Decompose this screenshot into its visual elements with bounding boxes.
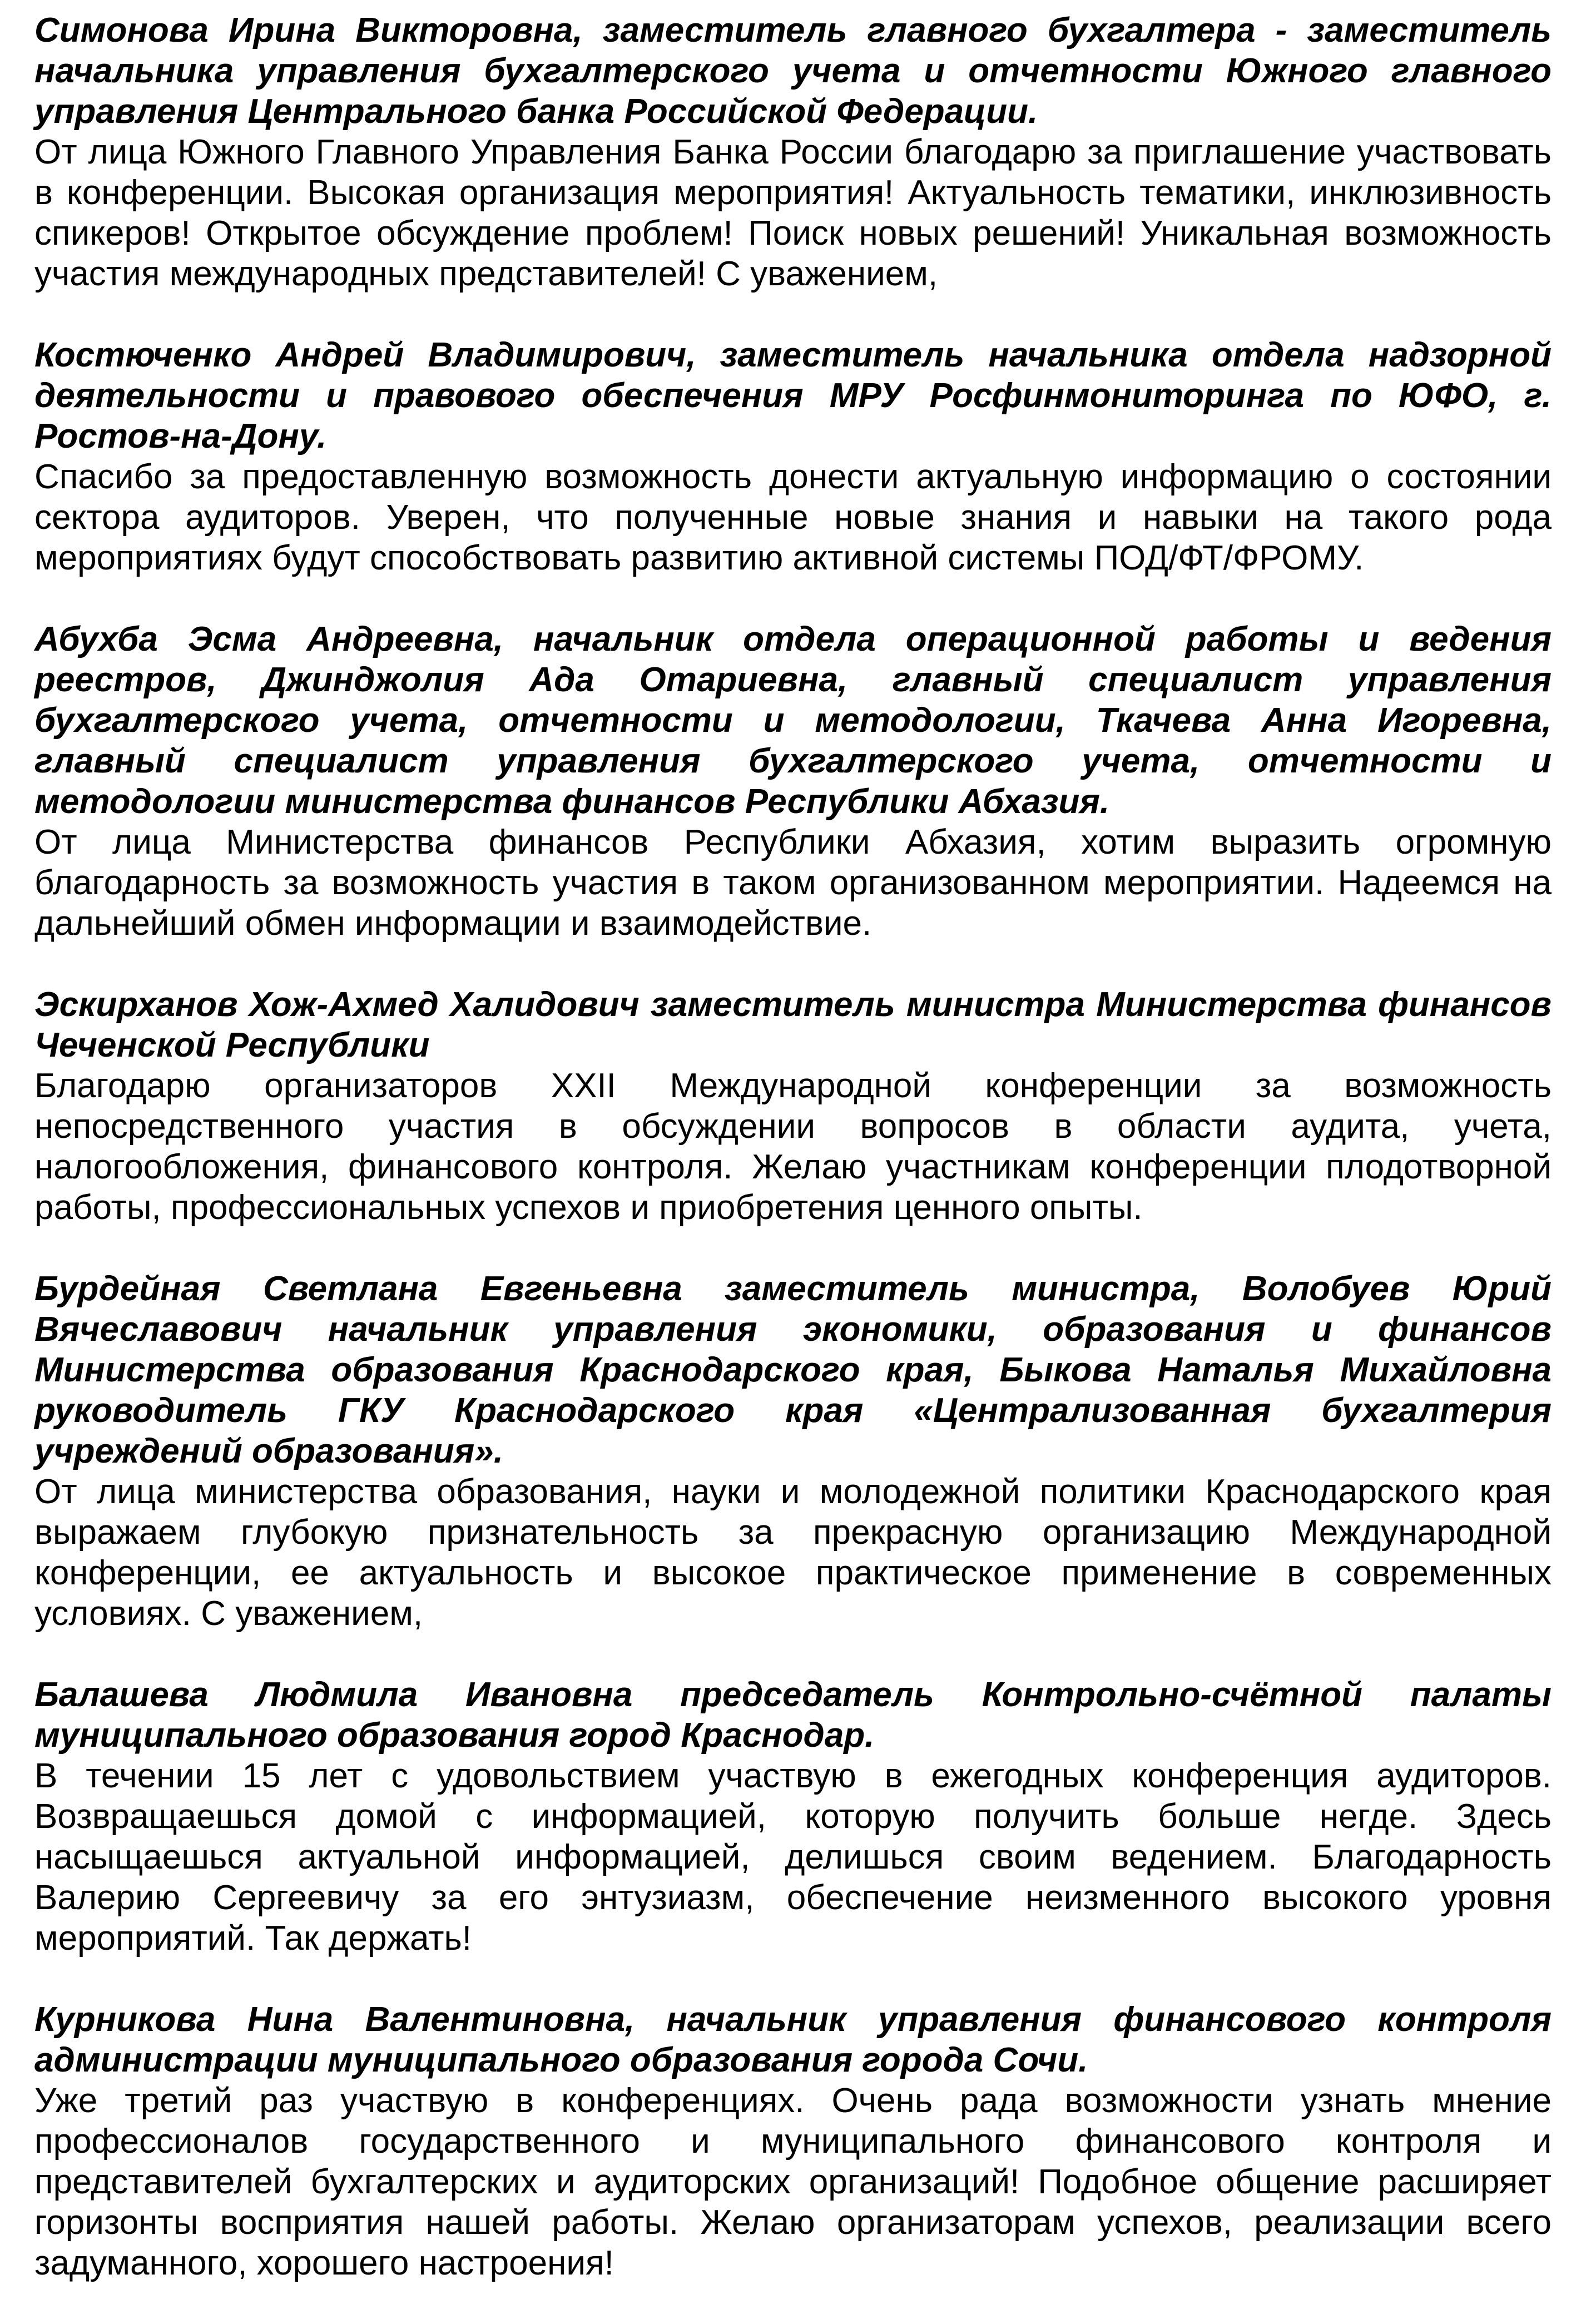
feedback-entry [34, 335, 1552, 578]
entry-text: От лица министерства образования, науки и молодежной политики Краснодарского края выражаем глубокую признательность за прекрасную организацию Международной конференции, ее актуальность и высокое практическое применение в современных условиях. С уважением, [34, 1473, 1552, 1633]
entry-text: В течении 15 лет с удовольствием участвую в ежегодных конференция аудиторов. Возвращаешься домой с информацией, которую получить больше негде. Здесь насыщаешься актуальной информацией, делишься своим ведением. Благодарность Валерию Сергеевичу за его энтузиазм, обеспечение неизменного высокого уровня мероприятий. Так держать! [34, 1757, 1552, 1958]
entry-text: Спасибо за предоставленную возможность донести актуальную информацию о состоянии сектора аудиторов. Уверен, что полученные новые знания и навыки на такого рода мероприятиях будут способствовать развитию активной системы ПОД/ФТ/ФРОМУ. [34, 458, 1552, 577]
entry-author: Балашева Людмила Ивановна председатель Контрольно-счётной палаты муниципального образования город Краснодар. [34, 1676, 1552, 1755]
feedback-entry [34, 1674, 1552, 1959]
entry-text: От лица Южного Главного Управления Банка России благодарю за приглашение участвовать в конференции. Высокая организация мероприятия! Актуальность тематики, инклюзивность спикеров! Открытое обсуждение проблем! Поиск новых решений! Уникальная возможность участия международных представителей! С уважением, [34, 133, 1552, 293]
feedback-entry [34, 10, 1552, 294]
feedback-entry [34, 619, 1552, 944]
entry-author: Костюченко Андрей Владимирович, заместитель начальника отдела надзорной деятельности и правового обеспечения МРУ Росфинмониторинга по ЮФО, г. Ростов-на-Дону. [34, 336, 1552, 455]
entry-text: Благодарю организаторов XXII Международной конференции за возможность непосредственного участия в обсуждении вопросов в области аудита, учета, налогообложения, финансового контроля. Желаю участникам конференции плодотворной работы, профессиональных успехов и приобретения ценного опыты. [34, 1067, 1552, 1227]
entry-author: Эскирханов Хож-Ахмед Халидович заместитель министра Министерства финансов Чеченской Республики [34, 985, 1552, 1064]
feedback-entry [34, 1268, 1552, 1634]
entry-author: Абухба Эсма Андреевна, начальник отдела операционной работы и ведения реестров, Джинджолия Ада Отариевна, главный специалист управления бухгалтерского учета, отчетности и методологии, Ткачева Анна Игоревна, главный специалист управления бухгалтерского учета, отчетности и методологии министерства финансов Республики Абхазия. [34, 620, 1552, 821]
feedback-entry [34, 984, 1552, 1228]
entry-text: От лица Министерства финансов Республики Абхазия, хотим выразить огромную благодарность за возможность участия в таком организованном мероприятии. Надеемся на дальнейший обмен информации и взаимодействие. [34, 823, 1552, 943]
entry-text: Уже третий раз участвую в конференциях. Очень рада возможности узнать мнение профессионалов государственного и муниципального финансового контроля и представителей бухгалтерских и аудиторских организаций! Подобное общение расширяет горизонты восприятия нашей работы. Желаю организаторам успехов, реализации всего задуманного, хорошего настроения! [34, 2082, 1552, 2282]
entry-author: Симонова Ирина Викторовна, заместитель главного бухгалтера - заместитель начальника управления бухгалтерского учета и отчетности Южного главного управления Центрального банка Российской Федерации. [34, 11, 1552, 131]
feedback-document [34, 10, 1552, 2324]
entry-author: Бурдейная Светлана Евгеньевна заместитель министра, Волобуев Юрий Вячеславович начальник управления экономики, образования и финансов Министерства образования Краснодарского края, Быкова Наталья Михайловна руководитель ГКУ Краснодарского края «Централизованная бухгалтерия учреждений образования». [34, 1270, 1552, 1470]
entry-author: Курникова Нина Валентиновна, начальник управления финансового контроля администрации муниципального образования города Сочи. [34, 2000, 1552, 2079]
feedback-entry [34, 1999, 1552, 2283]
